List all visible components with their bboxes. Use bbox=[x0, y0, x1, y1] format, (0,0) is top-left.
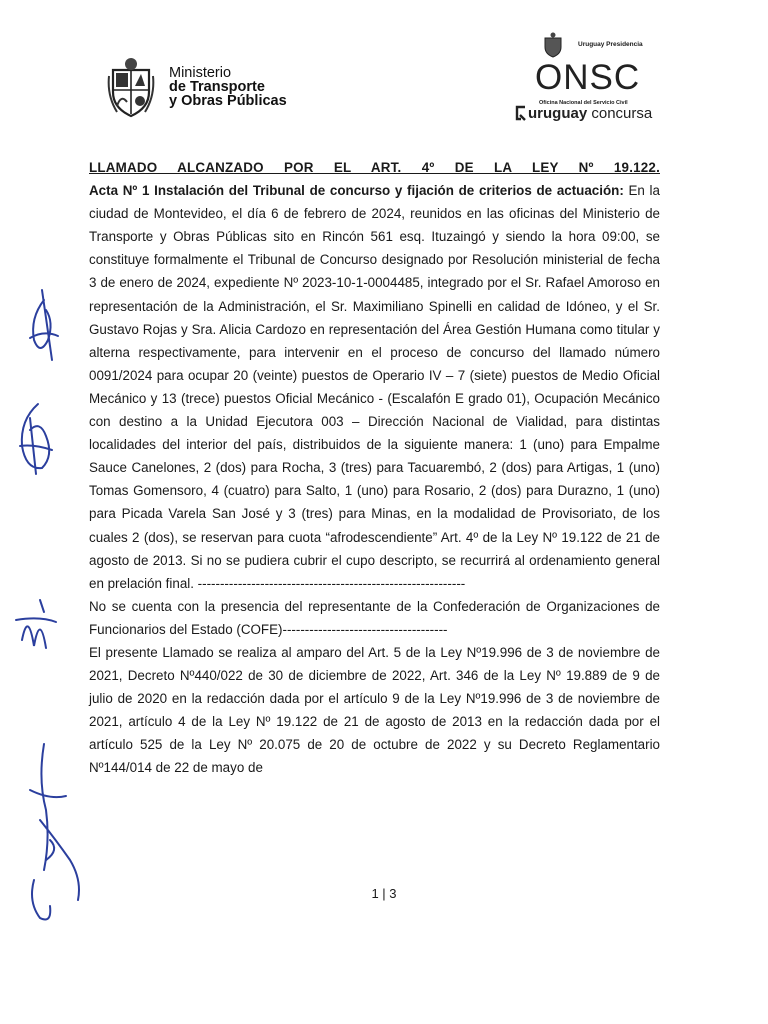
signature-initials-1 bbox=[30, 290, 58, 360]
signature-initials-3 bbox=[16, 600, 56, 648]
cofe-paragraph: No se cuenta con la presencia del representante de la Confederación de Organizaciones de Funcionarios del Estado (COFE)------------------------------------- bbox=[89, 598, 660, 637]
presidencia-emblem-icon bbox=[540, 32, 566, 58]
ministry-logo bbox=[107, 56, 287, 118]
onsc-subtitle: Oficina Nacional del Servicio Civil bbox=[539, 100, 628, 106]
document-body bbox=[89, 156, 660, 780]
onsc-wordmark: ONSC bbox=[535, 58, 641, 97]
onsc-logo bbox=[512, 32, 672, 128]
signature-initials-2 bbox=[20, 404, 52, 474]
acta-heading: Acta Nº 1 Instalación del Tribunal de concurso y fijación de criterios de actuación: bbox=[89, 183, 624, 199]
acta-paragraph bbox=[89, 179, 660, 595]
uruguay-presidencia-label: Uruguay Presidencia bbox=[578, 41, 643, 48]
concursa-bracket-icon bbox=[514, 105, 528, 121]
uruguay-concursa-logo bbox=[514, 105, 652, 122]
acta-body-text: En la ciudad de Montevideo, el día 6 de febrero de 2024, reunidos en las oficinas del Ministerio de Transporte y Obras Públicas sito en Rincón 561 esq. Ituzaingó y siendo la hora 09:00, se constituye formalmente el Tribunal de Concurso designado por Resolución ministerial de fecha 3 de enero de 2024, expediente Nº 2023-10-1-0004485, integrado por el Sr. Rafael Amoroso en representación de la Administración, el Sr. Maximiliano Spinelli en calidad de Idóneo, y el Sr. Gustavo Rojas y Sra. Alicia Cardozo en representación del Área Gestión Humana como titular y alterna respectivamente, para intervenir en el proceso de concurso del llamado número 0091/2024 para ocupar 20 (veinte) puestos de Operario IV – 7 (siete) puestos de Medio Oficial Mecánico y 13 (trece) puestos Oficial Mecánico - (Escalafón E grado 01), Ocupación Mecánico con destino a la Unidad Ejecutora 003 – Dirección Nacional de Vialidad, para distintas localidades del interior del país, distribuidos de la siguiente manera: 1 (uno) para Empalme Sauce Canelones, 2 (dos) para Rocha, 3 (tres) para Tacuarembó, 2 (dos) para Artigas, 1 (uno) Tomas Gomensoro, 4 (cuatro) para Salto, 1 (uno) para Rosario, 2 (dos) para Durazno, 1 (uno) para Picada Varela San José y 3 (tres) para Minas, en la modalidad de Provisoriato, de los cuales 2 (dos), se reservan para cuota “afrodescendiente” Art. 4º de la Ley Nº 19.122 de 21 de agosto de 2013. Si no se pudiera cubrir el cupo descripto, se recurrirá al ordenamiento general en prelación final. ------------------------------------------------------------ bbox=[89, 183, 660, 591]
ministry-name-line2: de Transporte bbox=[169, 79, 265, 95]
signature-long bbox=[30, 744, 79, 920]
concursa-bold-text: uruguay bbox=[528, 105, 588, 122]
uruguay-coat-of-arms-icon bbox=[107, 56, 155, 118]
legal-basis-paragraph: El presente Llamado se realiza al amparo del Art. 5 de la Ley Nº19.996 de 3 de noviembre de 2021, Decreto Nº440/022 de 30 de diciembre de 2022, Art. 346 de la Ley Nº 19.889 de 9 de julio de 2020 en la redacción dada por el artículo 9 de la Ley Nº19.996 de 3 de noviembre de 2021, artículo 4 de la Ley Nº 19.122 de 21 de agosto de 2013 en la redacción dada por el artículo 525 de la Ley Nº 20.075 de 20 de octubre de 2022 y su Decreto Reglamentario Nº144/014 de 22 de mayo de bbox=[89, 644, 660, 776]
concursa-text: concursa bbox=[587, 105, 653, 122]
ministry-name-line1: Ministerio bbox=[169, 65, 232, 81]
page-number: 1 | 3 bbox=[371, 886, 397, 901]
margin-signatures bbox=[0, 0, 90, 1024]
ministry-name-line3: y Obras Públicas bbox=[169, 93, 287, 109]
document-title: LLAMADO ALCANZADO POR EL ART. 4º DE LA LEY Nº 19.122. bbox=[89, 160, 660, 175]
